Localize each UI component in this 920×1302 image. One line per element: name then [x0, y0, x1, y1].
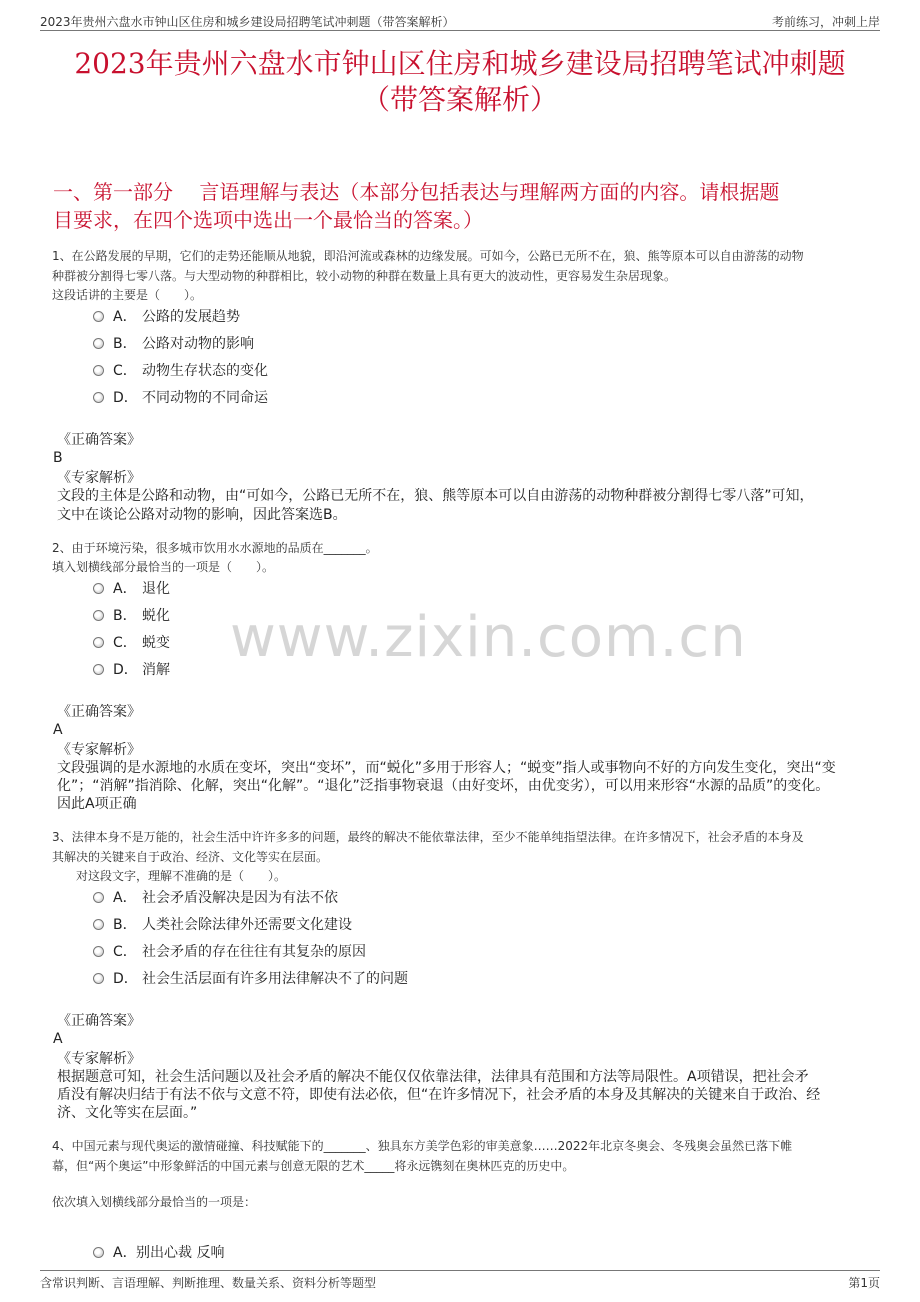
analysis-label: 《专家解析》: [57, 1051, 141, 1067]
analysis-text: 文中在谈论公路对动物的影响，因此答案选B。: [57, 507, 347, 523]
option-a[interactable]: A． 退化: [93, 579, 170, 599]
question-prompt: 对这段文字，理解不准确的是（ ）。: [52, 869, 287, 883]
answer-label: 《正确答案》: [57, 1013, 141, 1029]
radio-icon[interactable]: [93, 365, 104, 376]
question-stem: 其解决的关键来自于政治、经济、文化等实在层面。: [52, 850, 329, 864]
option-a[interactable]: A． 社会矛盾没解决是因为有法不依: [93, 888, 338, 908]
option-b[interactable]: B． 人类社会除法律外还需要文化建设: [93, 915, 352, 935]
analysis-label: 《专家解析》: [57, 742, 141, 758]
header-divider: [40, 30, 880, 31]
question-stem: 幕，但“两个奥运”中形象鲜活的中国元素与创意无限的艺术_____将永远镌刻在奥林匹克的历史中。: [52, 1159, 575, 1173]
option-c[interactable]: C． 动物生存状态的变化: [93, 361, 268, 381]
question-prompt: 依次填入划横线部分最恰当的一项是：: [52, 1195, 257, 1209]
answer-value: A: [53, 1031, 63, 1047]
radio-icon[interactable]: [93, 892, 104, 903]
radio-icon[interactable]: [93, 919, 104, 930]
question-stem: 4、中国元素与现代奥运的激情碰撞、科技赋能下的_______、独具东方美学色彩的审美意象……2022年北京冬奥会、冬残奥会虽然已落下帷: [52, 1139, 793, 1153]
radio-icon[interactable]: [93, 392, 104, 403]
option-d[interactable]: D． 消解: [93, 660, 170, 680]
option-d[interactable]: D． 社会生活层面有许多用法律解决不了的问题: [93, 969, 408, 989]
radio-icon[interactable]: [93, 311, 104, 322]
radio-icon[interactable]: [93, 610, 104, 621]
analysis-label: 《专家解析》: [57, 470, 141, 486]
answer-label: 《正确答案》: [57, 432, 141, 448]
section-heading-line-1: 一、第一部分 言语理解与表达（本部分包括表达与理解两方面的内容。请根据题: [53, 180, 780, 204]
option-d[interactable]: D． 不同动物的不同命运: [93, 388, 268, 408]
answer-label: 《正确答案》: [57, 704, 141, 720]
radio-icon[interactable]: [93, 946, 104, 957]
radio-icon[interactable]: [93, 664, 104, 675]
analysis-text: 根据题意可知，社会生活问题以及社会矛盾的解决不能仅仅依靠法律，法律具有范围和方法等局限性。A项错误，把社会矛: [57, 1069, 809, 1085]
option-b[interactable]: B． 蜕化: [93, 606, 170, 626]
radio-icon[interactable]: [93, 338, 104, 349]
footer-divider: [40, 1270, 880, 1271]
analysis-text: 盾没有解决归结于有法不依与文意不符，即使有法必依，但“在许多情况下，社会矛盾的本身及其解决的关键来自于政治、经: [57, 1087, 821, 1103]
question-stem: 3、法律本身不是万能的，社会生活中许许多多的问题，最终的解决不能依靠法律，至少不能单纯指望法律。在许多情况下，社会矛盾的本身及: [52, 830, 804, 844]
analysis-text: 化”；“消解”指消除、化解，突出“化解”。“退化”泛指事物衰退（由好变坏，由优变劣），可以用来形容“水源的品质”的变化。: [57, 778, 830, 794]
page-title-line-1: 2023年贵州六盘水市钟山区住房和城乡建设局招聘笔试冲刺题: [74, 47, 846, 80]
section-heading-line-2: 目要求，在四个选项中选出一个最恰当的答案。）: [53, 208, 483, 232]
option-c[interactable]: C． 社会矛盾的存在往往有其复杂的原因: [93, 942, 366, 962]
option-a[interactable]: A．别出心裁 反响: [93, 1243, 224, 1263]
option-a[interactable]: A． 公路的发展趋势: [93, 307, 240, 327]
question-stem: 2、由于环境污染，很多城市饮用水水源地的品质在_______。: [52, 541, 378, 555]
watermark: www.zixin.com.cn: [230, 605, 747, 670]
page-title-line-2: （带答案解析）: [361, 83, 558, 116]
question-stem: 种群被分割得七零八落。与大型动物的种群相比，较小动物的种群在数量上具有更大的波动性，更容易发生杂居现象。: [52, 269, 677, 283]
radio-icon[interactable]: [93, 973, 104, 984]
analysis-text: 文段的主体是公路和动物，由“可如今，公路已无所不在，狼、熊等原本可以自由游荡的动物种群被分割得七零八落”可知，: [57, 488, 814, 504]
header-doc-title: 2023年贵州六盘水市钟山区住房和城乡建设局招聘笔试冲刺题（带答案解析）: [40, 15, 455, 29]
analysis-text: 文段强调的是水源地的水质在变坏，突出“变坏”，而“蜕化”多用于形容人；“蜕变”指人或事物向不好的方向发生变化，突出“变: [57, 760, 836, 776]
option-c[interactable]: C． 蜕变: [93, 633, 170, 653]
answer-value: B: [53, 450, 63, 466]
analysis-text: 因此A项正确: [57, 796, 137, 812]
answer-value: A: [53, 722, 63, 738]
footer-topics: 含常识判断、言语理解、判断推理、数量关系、资料分析等题型: [40, 1276, 377, 1290]
analysis-text: 济、文化等实在层面。”: [57, 1105, 198, 1121]
radio-icon[interactable]: [93, 1247, 104, 1258]
question-prompt: 填入划横线部分最恰当的一项是（ ）。: [52, 560, 275, 574]
radio-icon[interactable]: [93, 583, 104, 594]
option-b[interactable]: B． 公路对动物的影响: [93, 334, 254, 354]
question-prompt: 这段话讲的主要是（ ）。: [52, 288, 203, 302]
question-stem: 1、在公路发展的早期，它们的走势还能顺从地貌，即沿河流或森林的边缘发展。可如今，公路已无所不在，狼、熊等原本可以自由游荡的动物: [52, 249, 804, 263]
header-slogan: 考前练习，冲刺上岸: [771, 15, 880, 29]
radio-icon[interactable]: [93, 637, 104, 648]
page-number: 第1页: [848, 1276, 880, 1290]
